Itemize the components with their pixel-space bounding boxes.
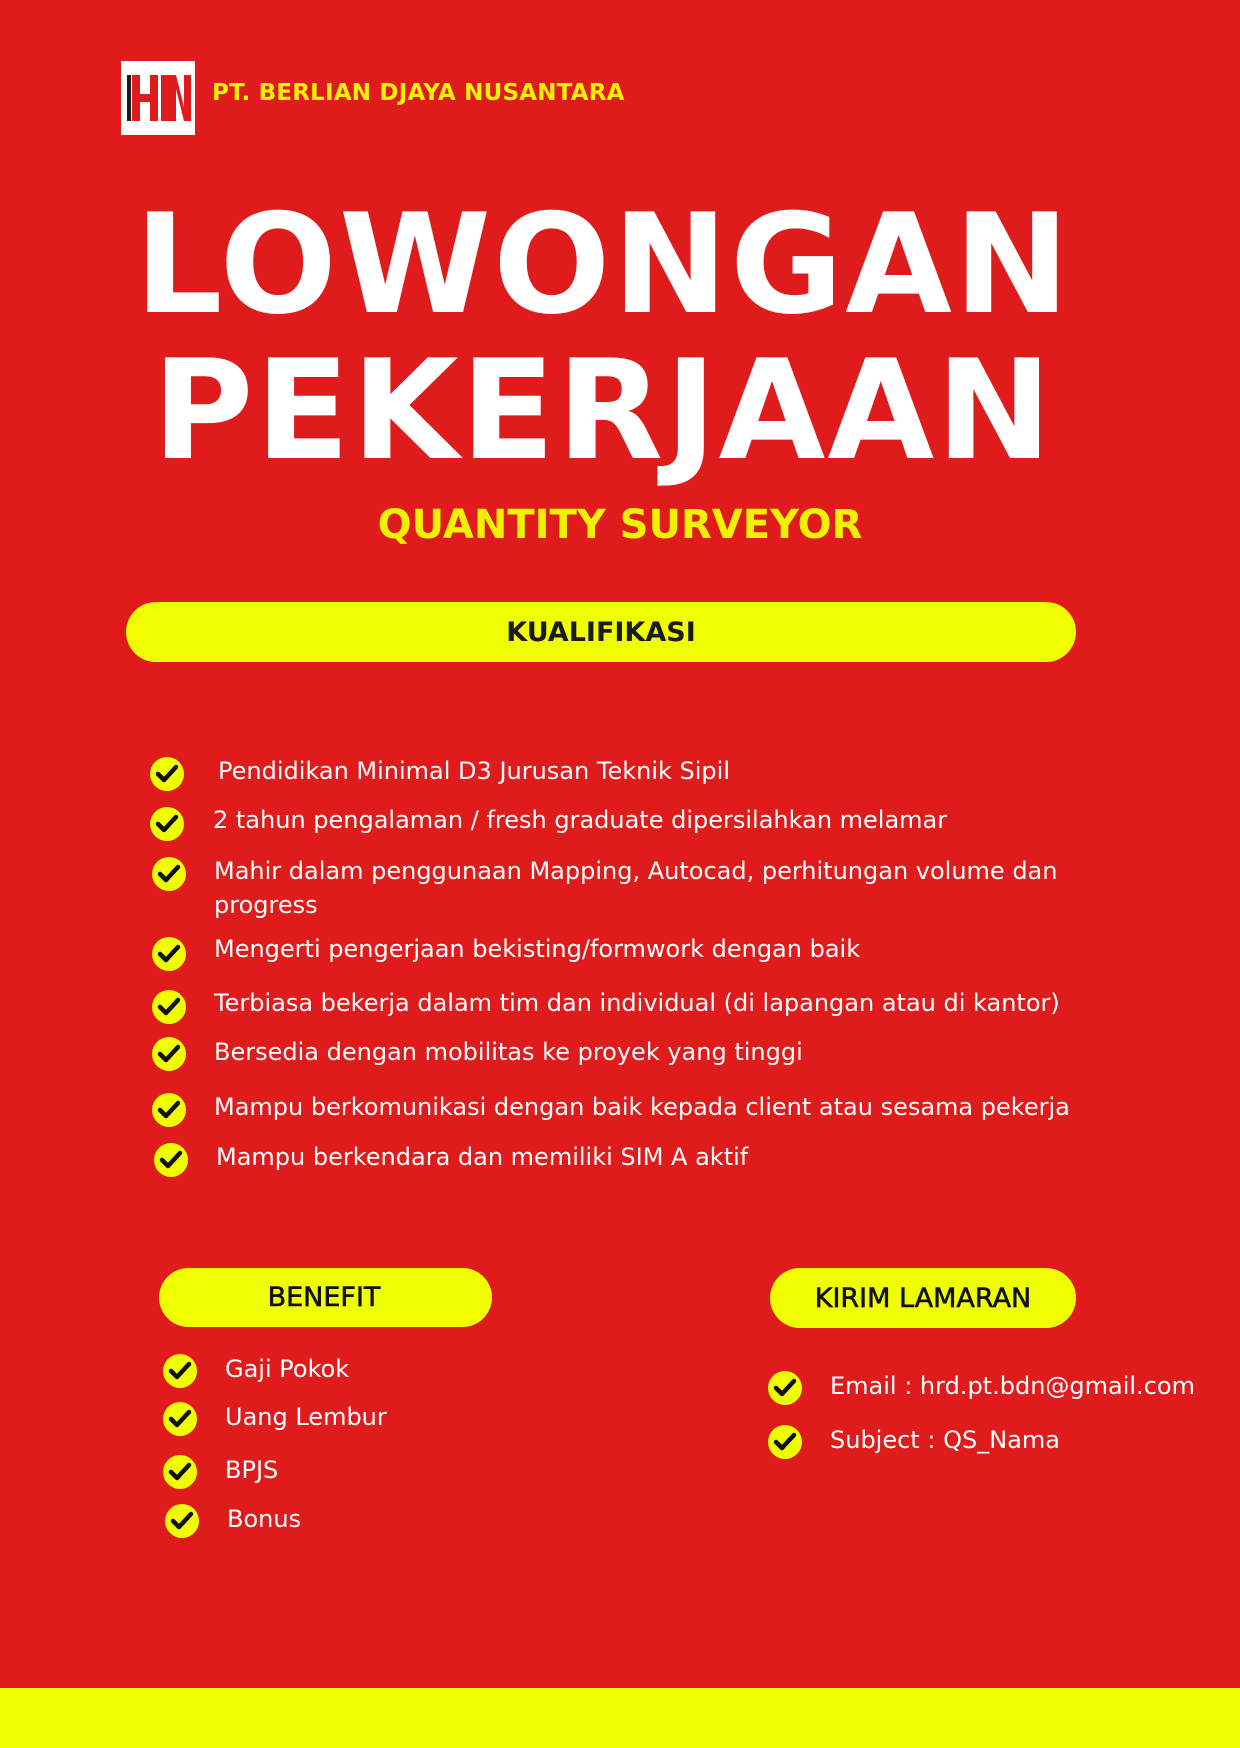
kualifikasi-label: KUALIFIKASI <box>506 616 696 648</box>
title-line-2: PEKERJAAN <box>152 330 1054 491</box>
check-icon <box>163 1354 197 1388</box>
check-icon <box>163 1455 197 1489</box>
kualifikasi-pill <box>126 602 1076 662</box>
check-icon <box>768 1425 802 1459</box>
company-logo <box>121 61 195 135</box>
qualification-item: 2 tahun pengalaman / fresh graduate dipersilahkan melamar <box>213 806 948 834</box>
benefit-pill <box>159 1268 492 1327</box>
check-icon <box>163 1402 197 1436</box>
job-position: QUANTITY SURVEYOR <box>377 502 863 548</box>
email-contact: Email : hrd.pt.bdn@gmail.com <box>830 1372 1195 1400</box>
bdn-logo-icon <box>121 61 195 135</box>
benefit-item: Bonus <box>227 1505 302 1533</box>
check-icon <box>165 1504 199 1538</box>
email-subject: Subject : QS_Nama <box>830 1426 1060 1454</box>
benefit-item: Uang Lembur <box>225 1403 387 1431</box>
qualification-item: Mampu berkomunikasi dengan baik kepada client atau sesama pekerja <box>214 1093 1070 1121</box>
kirim-lamaran-label: KIRIM LAMARAN <box>814 1282 1032 1314</box>
qualification-item-continued: progress <box>214 891 318 919</box>
qualification-item: Pendidikan Minimal D3 Jurusan Teknik Sipil <box>218 757 730 785</box>
check-icon <box>152 1093 186 1127</box>
check-icon <box>152 937 186 971</box>
company-name: PT. BERLIAN DJAYA NUSANTARA <box>212 80 625 106</box>
footer-strip <box>0 1688 1240 1748</box>
check-icon <box>150 757 184 791</box>
check-icon <box>152 990 186 1024</box>
qualification-item: Mahir dalam penggunaan Mapping, Autocad, perhitungan volume dan <box>214 857 1058 885</box>
qualification-item: Mengerti pengerjaan bekisting/formwork dengan baik <box>214 935 861 963</box>
title-line-1: LOWONGAN <box>134 184 1072 345</box>
qualification-item: Terbiasa bekerja dalam tim dan individual (di lapangan atau di kantor) <box>214 989 1060 1017</box>
benefit-item: Gaji Pokok <box>225 1355 350 1383</box>
check-icon <box>150 807 184 841</box>
check-icon <box>152 857 186 891</box>
kirim-lamaran-pill <box>770 1268 1076 1328</box>
check-icon <box>152 1037 186 1071</box>
qualification-item: Bersedia dengan mobilitas ke proyek yang tinggi <box>214 1038 803 1066</box>
check-icon <box>154 1143 188 1177</box>
benefit-label: BENEFIT <box>267 1282 381 1313</box>
qualification-item: Mampu berkendara dan memiliki SIM A aktif <box>216 1143 749 1171</box>
check-icon <box>768 1371 802 1405</box>
benefit-item: BPJS <box>225 1456 279 1484</box>
